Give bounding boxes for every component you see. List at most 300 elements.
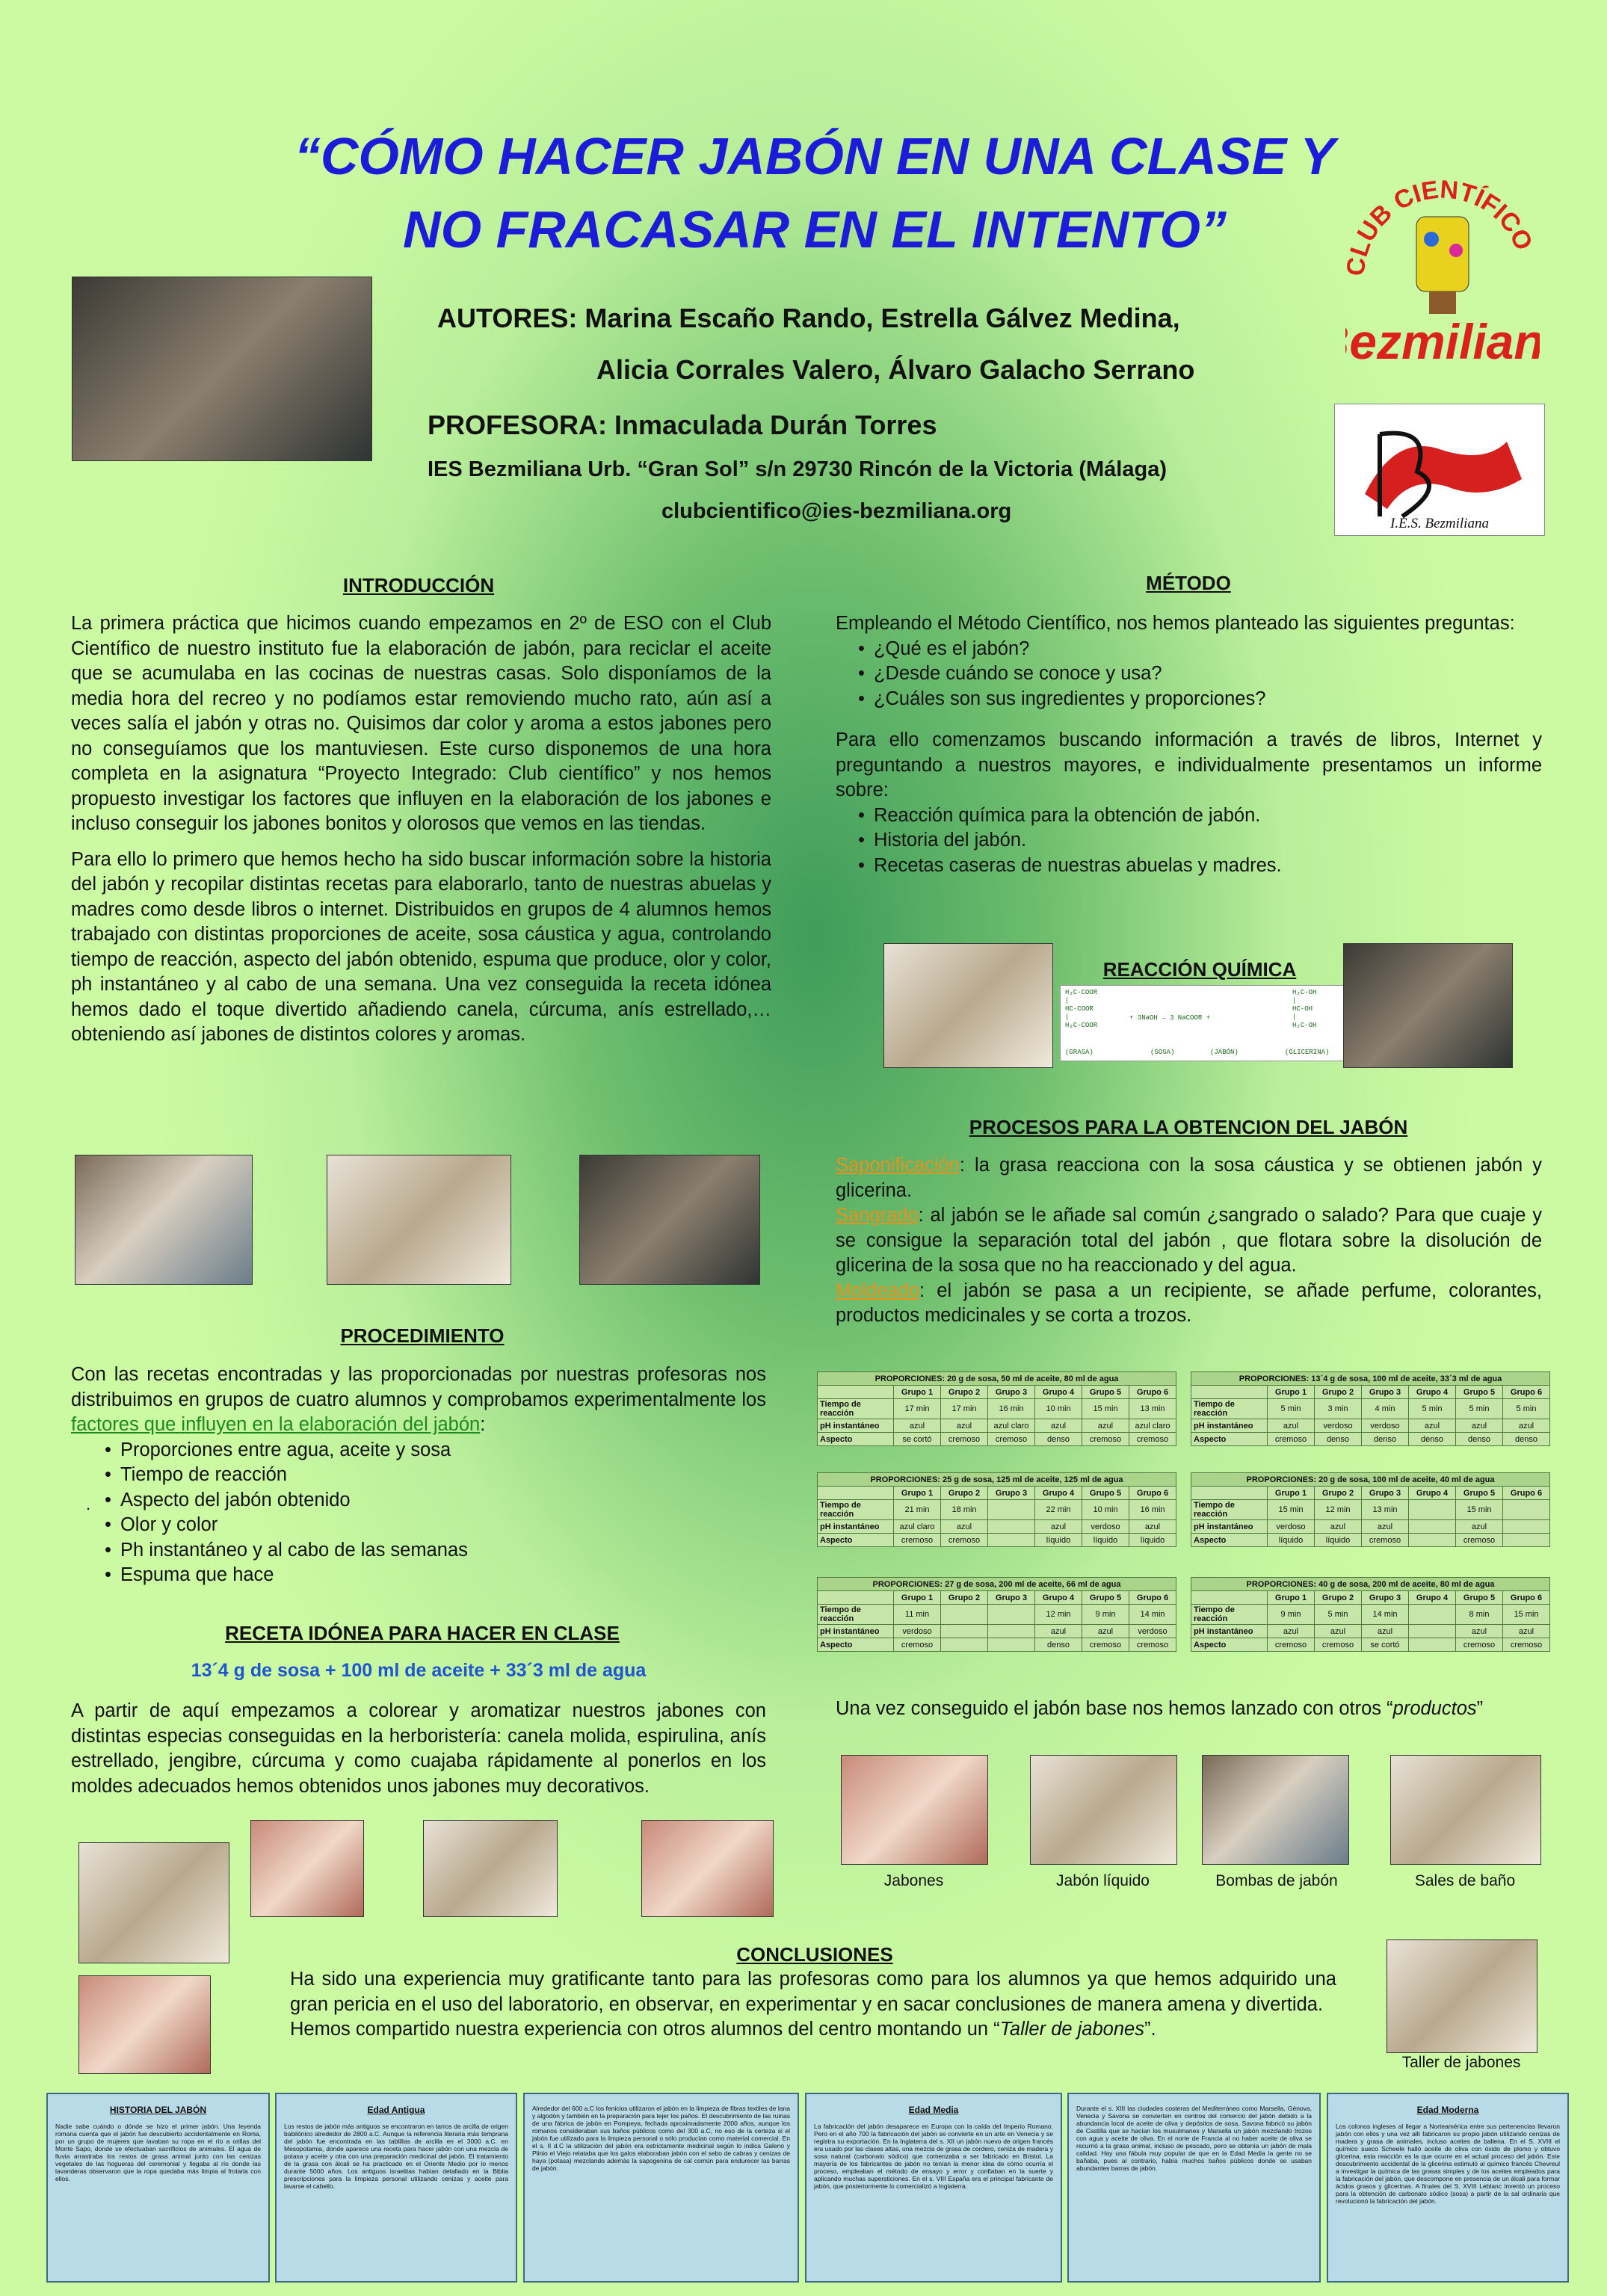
table-col-header: Grupo 4 [1409,1591,1456,1605]
table-cell: azul [1035,1419,1082,1433]
table-col-header: Grupo 3 [1362,1487,1409,1500]
method-heading: MÉTODO [1146,572,1231,594]
table-cell: cremoso [894,1534,941,1547]
table-cell [1409,1520,1456,1534]
history-panel-6 [1327,2093,1569,2283]
table-cell: líquido [1129,1534,1176,1547]
table-cell [988,1638,1035,1652]
title-line-2: NO FRACASAR EN EL INTENTO” [403,200,1227,259]
table-cell: verdoso [1362,1419,1409,1433]
intro-paragraph-1: La primera práctica que hicimos cuando empezamos en 2º de ESO con el Club Científico de nuestro instituto fue la elaboración de jabón, para reciclar el aceite que se acumulaba en las cocinas de nuestras casas. Solo disponíamos de la media hora del recreo y no podíamos estar removiendo mucho rato, aún así a veces salía el jabón y otras no. Quisimos dar color y aroma a estos jabones pero no conseguíamos que los mantuviesen. Este curso disponemos de una hora completa en la asignatura “Proyecto Integrado: Club científico” y nos hemos propuesto investigar los factores que influyen en la elaboración de los jabones e incluso conseguir los jabones bonitos y olorosos que vemos en las tiendas. [71,613,771,834]
question-item: • ¿Cuáles son sus ingredientes y proporciones? [877,687,1542,712]
authors-line-1: AUTORES: Marina Escaño Rando, Estrella Gálvez Medina, [437,303,1180,333]
school-address: IES Bezmiliana Urb. “Gran Sol” s/n 29730 Rincón de la Victoria (Málaga) [428,457,1167,481]
table-cell: 10 min [1035,1399,1082,1419]
table-col-header: Grupo 4 [1035,1386,1082,1399]
conclusions-p2 [290,2017,1336,2043]
table-cell: 5 min [1315,1605,1362,1625]
table-corner [1191,1591,1268,1605]
caption-jabones: Jabones [883,1872,944,1889]
table-col-header: Grupo 4 [1035,1487,1082,1500]
table-cell: 15 min [1268,1500,1315,1520]
jabon-liquido-photo [1030,1755,1177,1865]
table-row [818,1419,1176,1433]
procedure-text-b: : [480,1414,486,1435]
proportion-table [817,1577,1176,1652]
caption-bombas: Bombas de jabón [1215,1872,1338,1889]
moldeado-text: : el jabón se pasa a un recipiente, se añade perfume, colorantes, productos medicinales y se corta a trozos. [836,1280,1542,1326]
table-col-header: Grupo 5 [1456,1591,1503,1605]
table-row-label: Tiempo de reacción [818,1605,894,1625]
table-cell [1409,1534,1456,1547]
table-cell: verdoso [1315,1419,1362,1433]
table-cell: azul [941,1520,988,1534]
table-col-header: Grupo 5 [1082,1386,1129,1399]
intro-body [71,611,771,1058]
soap-photo-4 [641,1820,774,1917]
table-cell: 5 min [1503,1399,1550,1419]
proportion-table [817,1371,1176,1446]
table-cell: cremoso [1362,1534,1409,1547]
table-cell [988,1625,1035,1638]
table-col-header: Grupo 4 [1409,1386,1456,1399]
table-cell: 14 min [1362,1605,1409,1625]
table-cell: denso [1503,1433,1550,1446]
table-cell [1503,1520,1550,1534]
table-row [818,1399,1176,1419]
history-panel-5 [1067,2093,1321,2283]
factor-item: • Tiempo de reacción [123,1463,766,1488]
reaction-product-glicerina: H₂C-OH | HC-OH | H₂C-OH [1292,989,1317,1029]
table-cell: azul [1268,1625,1315,1638]
table-cell: 13 min [1362,1500,1409,1520]
table-cell [1503,1534,1550,1547]
table-cell: 16 min [988,1399,1035,1419]
sales-photo [1390,1755,1541,1865]
table-cell: azul [1503,1625,1550,1638]
table-col-header: Grupo 1 [894,1487,941,1500]
jabones-photo [841,1755,988,1865]
table-col-header: Grupo 3 [1362,1591,1409,1605]
table-cell [941,1625,988,1638]
table-cell: cremoso [1456,1534,1503,1547]
table-row-label: pH instantáneo [818,1520,894,1534]
table-cell: se cortó [894,1433,941,1446]
ies-logo [1334,404,1545,536]
history-panel-text: Los colonos ingleses al llegar a Norteamérica entre sus pertenencias llevaron jabón con ellos y una vez allí fabricaron su propio jabón utilizando cenizas de madera y grasa de animales, incluso aceites de ballena. En el S. XVIII el químico sueco Scheele halló aceite de oliva con óxido de plomo y obtuvo glicerina, esta reacción es la que ocurre en el actual proceso del jabón. Este descubrimiento accidental de la glicerina estimuló al químico francés Chevreul a investigar la química de las grasas simples y de los aceites empleados para la fabricación del jabón, que descompone en presencia de un álcali para formar ácidos grasos y glicerinas. A finales del S. XVIII Leblanc inventó un proceso para la obtención de carbonato sódico (sosa) a partir de la sal ordinaria que revolucionó la fabricación del jabón. [1336,2123,1560,2205]
table-col-header: Grupo 2 [1315,1591,1362,1605]
ies-logo-text: I.E.S. Bezmiliana [1390,516,1489,531]
table-col-header: Grupo 6 [1503,1487,1550,1500]
table-row-label: pH instantáneo [818,1419,894,1433]
conclusions-p2-a: Hemos compartido nuestra experiencia con otros alumnos del centro montando un “ [290,2019,1000,2040]
topic-item: • Reacción química para la obtención de jabón. [877,803,1542,829]
table-cell [1409,1638,1456,1652]
table-row-label: Aspecto [818,1433,894,1446]
table-cell: cremoso [1456,1638,1503,1652]
table-cell: 5 min [1409,1399,1456,1419]
topic-item: • Recetas caseras de nuestras abuelas y madres. [877,854,1542,879]
table-col-header: Grupo 1 [1268,1591,1315,1605]
table-cell: 12 min [1315,1500,1362,1520]
table-cell: 22 min [1035,1500,1082,1520]
table-row-label: Aspecto [1191,1534,1268,1547]
table-row-label: pH instantáneo [1191,1419,1268,1433]
saponification-text: : la grasa reacciona con la sosa cáustica y se obtienen jabón y glicerina. [836,1155,1542,1201]
table-cell: azul [1456,1625,1503,1638]
recipe-text: A partir de aquí empezamos a colorear y aromatizar nuestros jabones con distintas especias conseguidas en la herboristería: canela molida, espirulina, anís estrellado, jengibre, cúrcuma y como cuajaba rápidamente al ponerlos en los moldes adecuados hemos obtenidos unos jabones muy decorativos. [71,1700,766,1797]
table-cell: 8 min [1456,1605,1503,1625]
club-logo-bottom-text: ezmilia [1349,314,1514,369]
products-text-b: ” [1476,1698,1484,1719]
table-cell: líquido [1268,1534,1315,1547]
products-text [836,1697,1542,1722]
table-col-header: Grupo 1 [1268,1386,1315,1399]
table-title: PROPORCIONES: 40 g de sosa, 200 ml de aceite, 80 ml de agua [1191,1578,1550,1591]
lab-photo-2 [327,1155,511,1285]
table-title: PROPORCIONES: 20 g de sosa, 100 ml de aceite, 40 ml de agua [1191,1473,1550,1487]
intro-heading: INTRODUCCIÓN [342,574,495,596]
conclusions-body [290,1967,1336,2043]
proportion-table [1191,1371,1550,1446]
table-cell: cremoso [894,1638,941,1652]
reaction-label: (GLICERINA) [1285,1049,1330,1056]
table-title: PROPORCIONES: 20 g de sosa, 50 ml de aceite, 80 ml de agua [818,1372,1176,1386]
caption-jabon-liquido: Jabón líquido [1056,1872,1150,1889]
method-intro: Empleando el Método Científico, nos hemos planteado las siguientes preguntas: [836,613,1515,634]
table-col-header: Grupo 4 [1409,1487,1456,1500]
table-cell [941,1638,988,1652]
caption-sales: Sales de baño [1414,1872,1516,1889]
sangrado-item [836,1203,1542,1279]
table-cell [988,1534,1035,1547]
topic-item: • Historia del jabón. [877,828,1542,854]
history-panel-3 [523,2093,799,2283]
history-panel-text: Los restos de jabón más antiguos se encontraron en tarros de arcilla de origen babilónico alrededor de 2800 a.C. Aunque la referencia literaria más temprana del jabón fue encontrada en las tablillas de arcilla en el 3000 a.C. en Mesopotamia, donde aparece una receta para hacer jabón con una mezcla de potasa y aceite y otra con una preparación medicinal del jabón. El tratamiento de la grasa con álcali se ha practicado en el Oriente Medio por lo menos durante 5000 años. Los antiguos israelitas habían detallado en la Biblia prescripciones para la limpieza personal utilizando cenizas y aceite para lavarse el cabello. [284,2123,508,2190]
history-panel-text: Nadie sabe cuándo o dónde se hizo el primer jabón. Una leyenda romana cuenta que el jabón fue descubierto accidentalmente en Roma, por un grupo de mujeres que lavaban su ropa en el río a orillas del Monte Sapo, donde se efectuaban sacrificios de animales. El agua de lluvia arrastraba los restos de grasa animal junto con las cenizas vegetales de las hogueras del ceremonial y llegaba al río donde las lavanderas observaron que la ropa quedaba más limpia al frotarla con ellos. [55,2123,261,2182]
table-col-header: Grupo 1 [894,1591,941,1605]
table-row [818,1520,1176,1534]
table-col-header: Grupo 2 [941,1591,988,1605]
lab-photo-1 [75,1155,253,1285]
history-panel-4 [805,2093,1062,2283]
table-col-header: Grupo 3 [1362,1386,1409,1399]
table-cell: cremoso [1129,1638,1176,1652]
table-cell: azul [1362,1520,1409,1534]
table-cell: 16 min [1129,1500,1176,1520]
table-row [1191,1625,1550,1638]
reaction-label: (GRASA) [1065,1049,1094,1056]
processes-heading: PROCESOS PARA LA OBTENCION DEL JABÓN [969,1116,1408,1138]
table-col-header: Grupo 2 [1315,1487,1362,1500]
table-row-label: pH instantáneo [1191,1520,1268,1534]
method-questions [836,637,1542,712]
table-cell: azul [1362,1625,1409,1638]
table-cell: 15 min [1503,1605,1550,1625]
club-logo [1345,172,1540,374]
table-cell [1409,1605,1456,1625]
taller-photo [1387,1939,1537,2053]
table-col-header: Grupo 3 [988,1386,1035,1399]
table-col-header: Grupo 6 [1129,1386,1176,1399]
soap-photo-5 [78,1975,211,2074]
table-cell: 3 min [1315,1399,1362,1419]
table-col-header: Grupo 5 [1456,1487,1503,1500]
table-cell: azul claro [1129,1419,1176,1433]
table-cell: denso [1409,1433,1456,1446]
table-cell: azul [1035,1625,1082,1638]
table-corner [818,1591,894,1605]
products-text-em: productos [1392,1698,1477,1719]
history-panel-text: Durante el s. XIII las ciudades costeras del Mediterráneo como Marsella, Génova, Venecia y Savona se convierten en centros del comercio del jabón debido a la abundancia local de aceite de oliva y depósitos de sosa. Savona fabricó su jabón de Castilla que se hacían los musulmanes y Marsella un jabón mezclando trozos con agua y aceite de oliva. En el norte de Francia al no haber aceite de oliva se recurrió a la grasa animal, incluso de pescado, pero se obtenía un jabón de mala calidad. Hay una fábula muy popular de que en la Edad Media la gente no se bañaba, pues al contrario, había muchos baños públicos donde se usaban abundantes barras de jabón. [1076,2105,1312,2172]
table-col-header: Grupo 1 [1268,1487,1315,1500]
caption-taller: Taller de jabones [1401,2054,1521,2071]
table-col-header: Grupo 6 [1129,1487,1176,1500]
procedure-heading: PROCEDIMIENTO [340,1324,505,1347]
table-col-header: Grupo 5 [1082,1591,1129,1605]
group-photo [72,277,372,461]
table-title: PROPORCIONES: 27 g de sosa, 200 ml de aceite, 66 ml de agua [818,1578,1176,1591]
table-cell: cremoso [1268,1433,1315,1446]
table-row [1191,1419,1550,1433]
table-cell: líquido [1082,1534,1129,1547]
table-cell: azul [1456,1520,1503,1534]
history-panel-2 [275,2093,517,2283]
table-cell: 4 min [1362,1399,1409,1419]
table-row [1191,1605,1550,1625]
ies-logo-graphic [1335,404,1544,535]
table-cell: azul [1082,1625,1129,1638]
library-photo [883,943,1053,1068]
sangrado-text: : al jabón se le añade sal común ¿sangrado o salado? Para que cuaje y se consigue la separación total del jabón , que flotara sobre la disolución de glicerina de la sosa que no ha reaccionado y del agua. [836,1205,1542,1276]
moldeado-term: Moldeado [836,1280,919,1301]
table-cell: azul [1268,1419,1315,1433]
table-cell: 9 min [1082,1605,1129,1625]
recipe-formula: 13´4 g de sosa + 100 ml de aceite + 33´3 ml de agua [191,1660,647,1681]
table-row [1191,1534,1550,1547]
table-row [1191,1399,1550,1419]
table-cell: azul [1082,1419,1129,1433]
conclusions-p1: Ha sido una experiencia muy gratificante tanto para las profesoras como para los alumnos ya que hemos adquirido una gran pericia en el uso del laboratorio, en observar, en experimentar y en sacar conclusiones de manera amena y divertida. [290,1969,1336,2015]
table-cell: cremoso [1315,1638,1362,1652]
table-cell: cremoso [1129,1433,1176,1446]
table-cell: se cortó [1362,1638,1409,1652]
table-col-header: Grupo 3 [988,1487,1035,1500]
table-cell: denso [1362,1433,1409,1446]
soap-photo-1 [78,1842,229,1963]
factor-item: • Proporciones entre agua, aceite y sosa [123,1438,766,1463]
table-row-label: pH instantáneo [1191,1625,1268,1638]
saponification-item [836,1153,1542,1203]
history-panel-1 [46,2093,270,2283]
moldeado-item [836,1279,1542,1329]
table-cell: 15 min [1082,1399,1129,1419]
table-row-label: Aspecto [818,1638,894,1652]
table-corner [818,1487,894,1500]
table-cell [988,1500,1035,1520]
proportion-table [817,1472,1176,1547]
computer-photo [1343,943,1513,1068]
history-panel-heading: HISTORIA DEL JABÓN [109,2105,207,2115]
table-cell: líquido [1315,1534,1362,1547]
table-cell: azul [894,1419,941,1433]
table-row-label: Tiempo de reacción [818,1500,894,1520]
soap-photo-3 [423,1820,558,1917]
table-row-label: Tiempo de reacción [1191,1399,1268,1419]
products-text-a: Una vez conseguido el jabón base nos hemos lanzado con otros “ [836,1698,1393,1719]
factor-item: • Olor y color [123,1513,766,1538]
table-cell: 18 min [941,1500,988,1520]
factor-item: • Aspecto del jabón obtenido [123,1488,766,1513]
table-cell [1409,1625,1456,1638]
table-row-label: Aspecto [1191,1433,1268,1446]
table-cell: denso [1035,1433,1082,1446]
table-cell: líquido [1035,1534,1082,1547]
table-cell: verdoso [1268,1520,1315,1534]
poster-title [179,120,1450,266]
table-col-header: Grupo 2 [941,1386,988,1399]
table-cell: denso [1035,1638,1082,1652]
lab-photo-3 [579,1155,760,1285]
table-row-label: Tiempo de reacción [818,1399,894,1419]
table-row [1191,1433,1550,1446]
table-cell: 13 min [1129,1399,1176,1419]
club-logo-graphic [1345,172,1540,374]
history-panel-heading: Edad Antigua [367,2105,425,2115]
factors-list [71,1438,766,1588]
table-col-header: Grupo 2 [1315,1386,1362,1399]
question-item: • ¿Qué es el jabón? [877,637,1542,662]
table-corner [818,1386,894,1399]
table-cell: azul [1503,1419,1550,1433]
table-cell: azul [941,1419,988,1433]
table-row [818,1534,1176,1547]
table-row [1191,1520,1550,1534]
reaction-label: (JABÓN) [1210,1049,1239,1056]
authors-line-2: Alicia Corrales Valero, Álvaro Galacho Serrano [596,354,1195,385]
table-corner [1191,1487,1268,1500]
table-corner [1191,1386,1268,1399]
table-row [818,1433,1176,1446]
table-cell: verdoso [894,1625,941,1638]
table-row-label: Aspecto [818,1534,894,1547]
table-cell: cremoso [941,1534,988,1547]
procedure-text-a: Con las recetas encontradas y las proporcionadas por nuestras profesoras nos distribuimos en grupos de cuatro alumnos y comprobamos experimentalmente los [71,1364,766,1410]
table-cell: 5 min [1268,1399,1315,1419]
table-cell [988,1605,1035,1625]
table-row [818,1500,1176,1520]
table-cell: cremoso [1503,1638,1550,1652]
table-title: PROPORCIONES: 13´4 g de sosa, 100 ml de aceite, 33´3 ml de agua [1191,1372,1550,1386]
history-panel-text: La fabricación del jabón desaparece en Europa con la caída del Imperio Romano. Pero en el año 700 la fabricación del jabón se convierte en un arte en Venecia y se registra su exportación. En la Inglaterra del s. XII un jabón nuevo de origen francés era usado por las clases altas, una mezcla de grasa de cordero, ceniza de madera y sosa natural (carbonato sódico) que comenzaba a ser fabricado en Bristol. La mayoría de los fabricantes de jabón no tenían la menor idea de cómo ocurría el proceso, empleaban el método de ensayo y error y confiaban en la suerte y aplicando muchas supersticiones. En el s. VIII España era el principal fabricante de jabón, que posteriormente lo comercializó a Inglaterra. [814,2123,1053,2190]
table-cell: azul [1315,1520,1362,1534]
table-row [1191,1500,1550,1520]
table-cell: 15 min [1456,1500,1503,1520]
table-cell: 21 min [894,1500,941,1520]
table-cell [941,1605,988,1625]
table-cell: azul [1315,1625,1362,1638]
conclusions-p2-em: Taller de jabones [999,2019,1144,2040]
method-topics [836,803,1542,879]
club-logo-top-text: LUB CIENTÍFICO [1345,175,1538,261]
bombas-photo [1202,1755,1349,1865]
table-row-label: pH instantáneo [818,1625,894,1638]
table-cell: cremoso [1082,1433,1129,1446]
method-text-2: Para ello comenzamos buscando información a través de libros, Internet y preguntando a nuestros mayores, e individualmente presentamos un informe sobre: [836,729,1542,800]
reaction-reagent-grasa: H₂C-COOR | HC-COOR | H₂C-COOR [1065,989,1098,1029]
table-cell: cremoso [988,1433,1035,1446]
table-row-label: Aspecto [1191,1638,1268,1652]
table-cell: 10 min [1082,1500,1129,1520]
table-cell: verdoso [1129,1625,1176,1638]
reaction-equation [1060,985,1345,1061]
method-body [836,611,1542,878]
stray-dot: . [86,1495,91,1513]
sangrado-term: Sangrado [836,1205,919,1226]
table-cell: verdoso [1082,1520,1129,1534]
table-cell: denso [1456,1433,1503,1446]
proportion-table [1191,1577,1550,1652]
factors-link[interactable]: factores que influyen en la elaboración del jabón [71,1414,481,1435]
proportion-table [1191,1472,1550,1547]
table-cell: 17 min [894,1399,941,1419]
history-panel-text: Alrededor del 600 a.C los fenicios utilizaron el jabón en la limpieza de fibras textiles de lana y algodón y también en la preparación para tejer los paños. El descubrimiento de las ruinas de una fábrica de jabón en Pompeya, fechada aproximadamente 2000 años, aunque los romanos consideraban sus baños públicos como del 300 a.C, no eso de la certeza si el jabón fue utilizado para la limpieza personal o sólo producían como material comercial. En el s. II d.C la utilización del jabón era estrictamente medicinal según lo indica Galeno y Plinio el Viejo relataba que los galos elaboraban jabón con el sebo de cabras y cenizas de haya (potasa) mezclando además la sapogenina de cal común para endurecer las barras de jabón. [532,2105,790,2172]
table-col-header: Grupo 5 [1456,1386,1503,1399]
table-cell: azul [1129,1520,1176,1534]
email: clubcientifico@ies-bezmiliana.org [661,499,1012,523]
table-cell: azul claro [988,1419,1035,1433]
reaction-middle: + 3NaOH → 3 NaCOOR + [1129,1014,1211,1022]
table-cell [988,1520,1035,1534]
table-row-label: Tiempo de reacción [1191,1605,1268,1625]
table-col-header: Grupo 2 [941,1487,988,1500]
procedure-body [71,1363,766,1588]
table-cell [1503,1500,1550,1520]
table-cell: 9 min [1268,1605,1315,1625]
table-cell [1409,1500,1456,1520]
table-row [818,1638,1176,1652]
table-row [1191,1638,1550,1652]
soap-photo-2 [250,1820,364,1917]
processes-body [836,1153,1542,1329]
table-col-header: Grupo 1 [894,1386,941,1399]
title-line-1: “CÓMO HACER JABÓN EN UNA CLASE Y [294,127,1336,185]
reaction-label: (SOSA) [1150,1049,1175,1056]
table-title: PROPORCIONES: 25 g de sosa, 125 ml de aceite, 125 ml de agua [818,1473,1176,1487]
table-col-header: Grupo 6 [1129,1591,1176,1605]
table-col-header: Grupo 3 [988,1591,1035,1605]
table-row [818,1605,1176,1625]
conclusions-heading: CONCLUSIONES [736,1943,893,1966]
history-panel-heading: Edad Media [908,2105,959,2115]
conclusions-p2-b: ”. [1144,2019,1156,2040]
table-col-header: Grupo 6 [1503,1591,1550,1605]
table-col-header: Grupo 5 [1082,1487,1129,1500]
table-cell: azul [1409,1419,1456,1433]
table-cell: denso [1315,1433,1362,1446]
history-panel-heading: Edad Moderna [1416,2105,1479,2115]
table-cell: azul claro [894,1520,941,1534]
question-item: • ¿Desde cuándo se conoce y usa? [877,661,1542,687]
table-cell: 11 min [894,1605,941,1625]
intro-paragraph-2: Para ello lo primero que hemos hecho ha sido buscar información sobre la historia del jabón y recopilar distintas recetas para elaborarlo, tanto de nuestras abuelas y madres como desde libros o internet. Distribuidos en grupos de 4 alumnos hemos trabajado con distintas proporciones de aceite, sosa cáustica y agua, controlando tiempo de reacción, aspecto del jabón obtenido, espuma que produce, olor y color, ph instantáneo y al cabo de una semana. Una vez conseguida la receta idónea hemos dado el toque divertido añadiendo canela, cúrcuma, anís estrellado,… obteniendo así jabones de distintos colores y aromas. [71,848,771,1045]
table-cell: 12 min [1035,1605,1082,1625]
table-col-header: Grupo 6 [1503,1386,1550,1399]
table-col-header: Grupo 4 [1035,1591,1082,1605]
saponification-term: Saponificación [836,1155,960,1176]
table-cell: azul [1456,1419,1503,1433]
table-cell: 14 min [1129,1605,1176,1625]
